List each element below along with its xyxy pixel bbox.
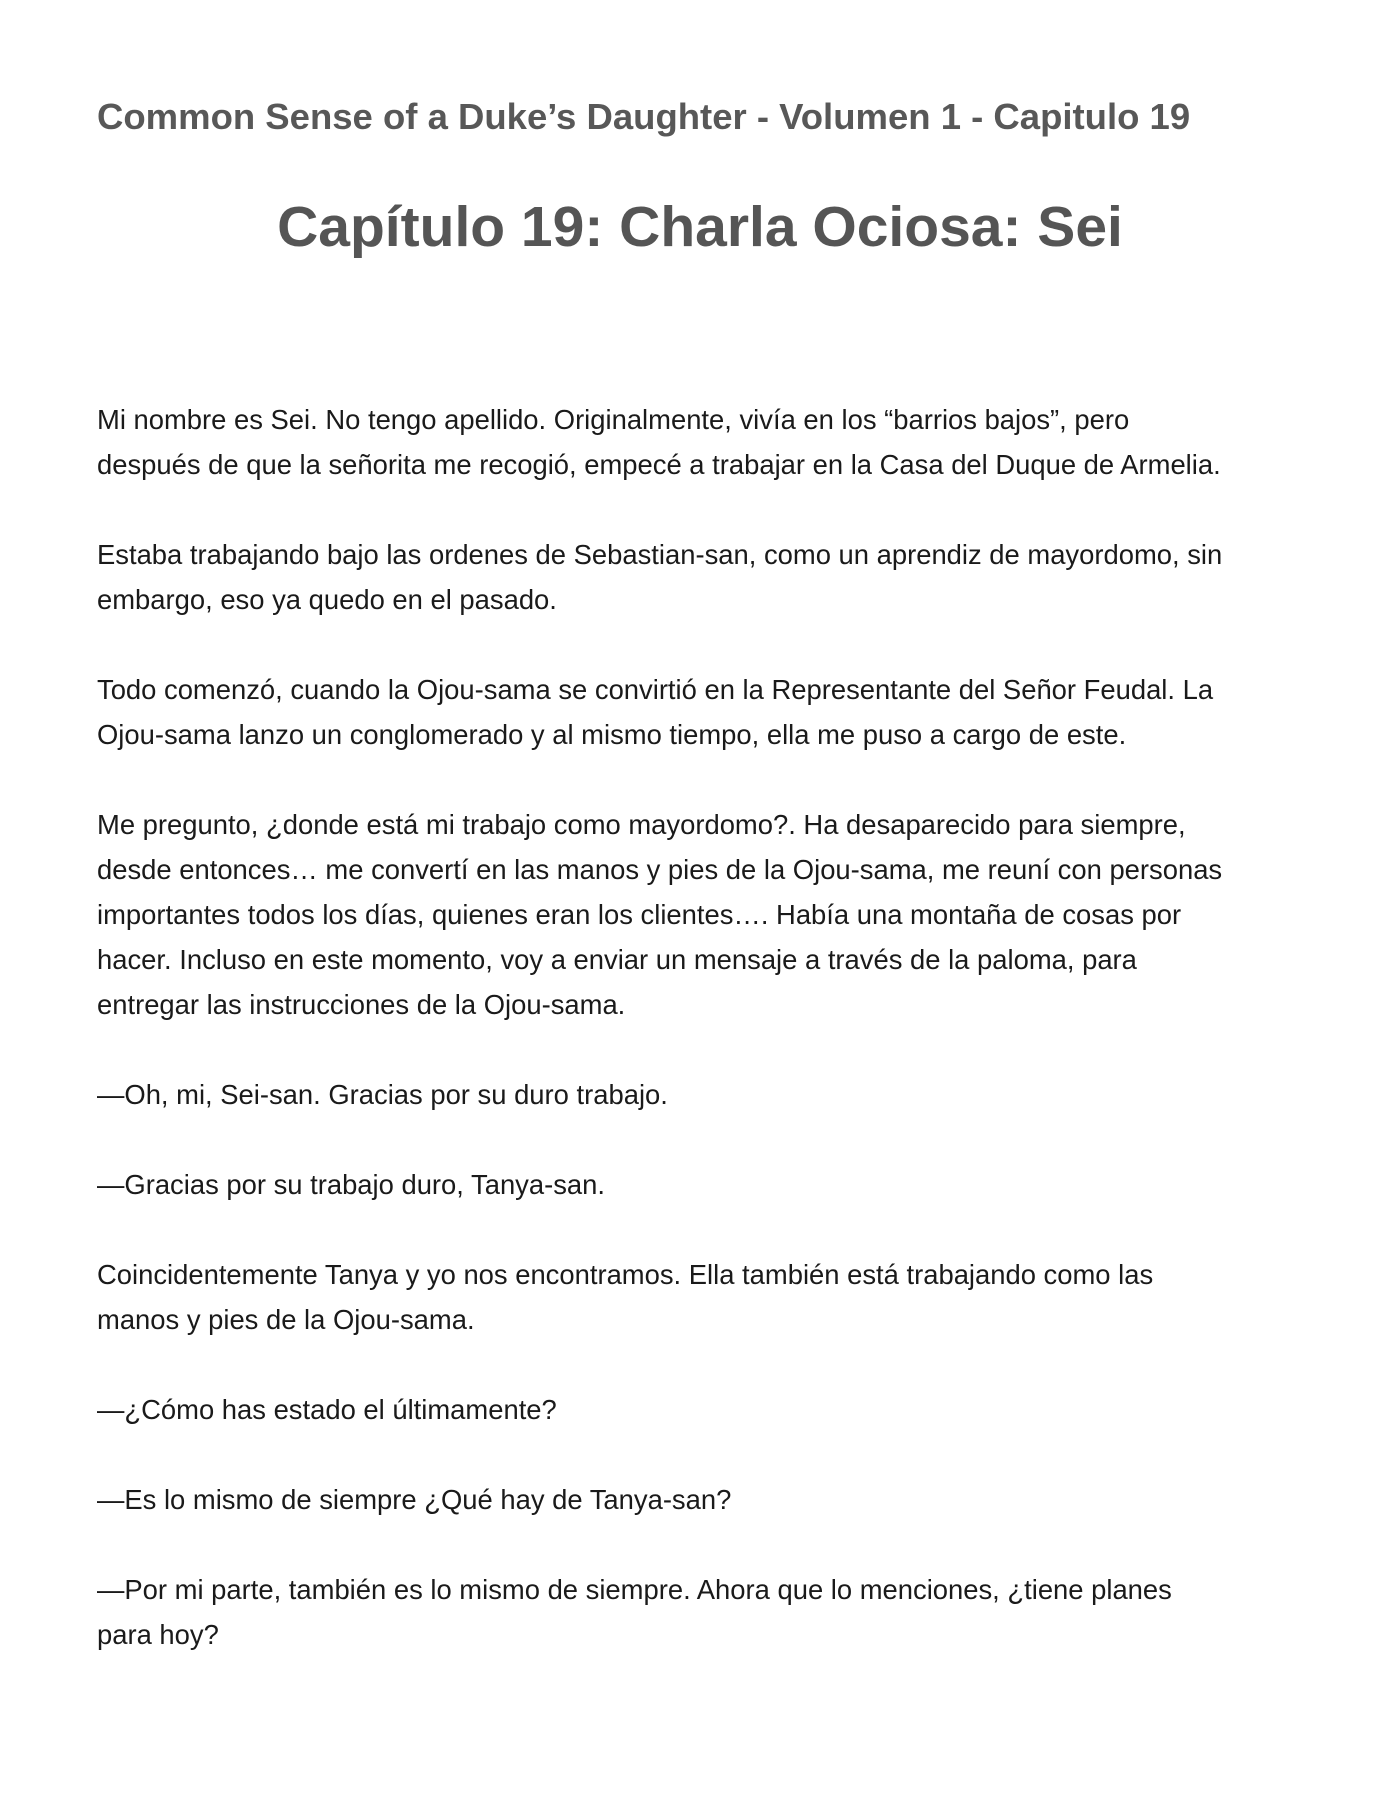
chapter-title: Capítulo 19: Charla Ociosa: Sei bbox=[277, 195, 1123, 259]
dialogue-line bbox=[97, 1072, 1357, 1117]
text-line: embargo, eso ya quedo en el pasado. bbox=[97, 584, 557, 615]
text-line: Estaba trabajando bajo las ordenes de Sebastian-san, como un aprendiz de mayordomo, sin bbox=[97, 539, 1223, 570]
text-line: Ojou-sama lanzo un conglomerado y al mismo tiempo, ella me puso a cargo de este. bbox=[97, 719, 1127, 750]
dialogue-line bbox=[97, 1387, 1357, 1432]
dialogue-line bbox=[97, 1567, 1357, 1657]
text-line: desde entonces… me convertí en las manos y pies de la Ojou-sama, me reuní con personas bbox=[97, 854, 1223, 885]
document-header: Common Sense of a Duke’s Daughter - Volumen 1 - Capitulo 19 bbox=[97, 96, 1191, 137]
text-line: Todo comenzó, cuando la Ojou-sama se convirtió en la Representante del Señor Feudal. La bbox=[97, 674, 1214, 705]
paragraph bbox=[97, 532, 1357, 622]
text-line: —Por mi parte, también es lo mismo de siempre. Ahora que lo menciones, ¿tiene planes bbox=[97, 1574, 1172, 1605]
text-line: entregar las instrucciones de la Ojou-sama. bbox=[97, 989, 626, 1020]
text-line: para hoy? bbox=[97, 1619, 219, 1650]
text-line: importantes todos los días, quienes eran los clientes…. Había una montaña de cosas por bbox=[97, 899, 1182, 930]
paragraph bbox=[97, 667, 1357, 757]
text-line: Coincidentemente Tanya y yo nos encontramos. Ella también está trabajando como las bbox=[97, 1259, 1154, 1290]
text-line: —¿Cómo has estado el últimamente? bbox=[97, 1394, 557, 1425]
text-line: Me pregunto, ¿donde está mi trabajo como mayordomo?. Ha desaparecido para siempre, bbox=[97, 809, 1186, 840]
paragraph bbox=[97, 1252, 1357, 1342]
text-line: después de que la señorita me recogió, empecé a trabajar en la Casa del Duque de Armelia. bbox=[97, 449, 1221, 480]
paragraph bbox=[97, 397, 1357, 487]
dialogue-line bbox=[97, 1162, 1357, 1207]
text-line: hacer. Incluso en este momento, voy a enviar un mensaje a través de la paloma, para bbox=[97, 944, 1137, 975]
text-line: —Oh, mi, Sei-san. Gracias por su duro trabajo. bbox=[97, 1079, 668, 1110]
text-line: —Gracias por su trabajo duro, Tanya-san. bbox=[97, 1169, 605, 1200]
paragraph bbox=[97, 802, 1357, 1027]
dialogue-line bbox=[97, 1477, 1357, 1522]
text-line: manos y pies de la Ojou-sama. bbox=[97, 1304, 475, 1335]
text-line: —Es lo mismo de siempre ¿Qué hay de Tanya-san? bbox=[97, 1484, 732, 1515]
text-line: Mi nombre es Sei. No tengo apellido. Originalmente, vivía en los “barrios bajos”, pero bbox=[97, 404, 1130, 435]
chapter-body bbox=[97, 397, 1357, 1702]
